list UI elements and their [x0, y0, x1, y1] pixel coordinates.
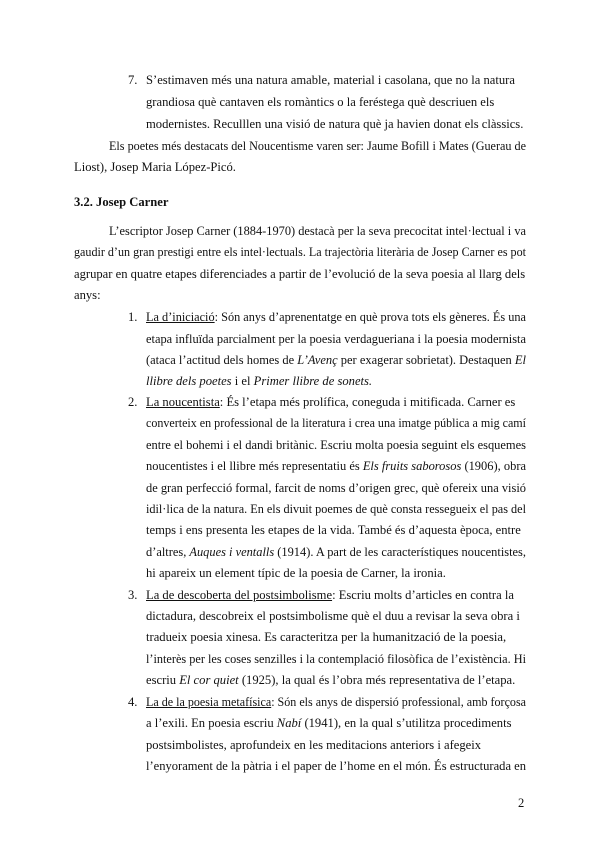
stage-1-line-1: La d’iniciació: Són anys d’aprenentatge en què prova tots els gèneres. És una — [146, 310, 526, 324]
stage-2-line-9: hi apareix un element típic de la poesia de Carner, la ironia. — [146, 566, 446, 580]
stage-2-line-3: entre el bohemi i el dandi britànic. Escriu molta poesia seguint els esquemes — [146, 438, 526, 452]
paragraph-line: L’escriptor Josep Carner (1884-1970) destacà per la seva precocitat intel·lectual i va — [109, 224, 526, 238]
stage-4-line-3: postsimbolistes, aprofundeix en les meditacions anteriors i afegeix — [146, 738, 482, 752]
list-item-7-line-1: S’estimaven més una natura amable, material i casolana, que no la natura — [146, 73, 515, 87]
list-number-1: 1. — [128, 310, 138, 324]
list-item-7-line-3: modernistes. Reculllen una visió de natura què ja havien donat els clàssics. — [146, 117, 524, 131]
list-number-4: 4. — [128, 695, 138, 709]
stage-2-line-2: converteix en professional de la literatura i crea una imatge pública a mig camí — [146, 416, 526, 430]
page-number: 2 — [518, 796, 525, 810]
stage-2-line-1: La noucentista: És l’etapa més prolífica, coneguda i mitificada. Carner es — [146, 395, 516, 409]
section-heading — [74, 195, 168, 210]
stage-1-line-2: etapa influïda parcialment per la poesia verdagueriana i la poesia modernista — [146, 332, 526, 346]
paragraph-line: anys: — [74, 288, 101, 302]
section-title: Josep Carner — [96, 195, 169, 209]
stage-3-line-2: dictadura, descobreix el postsimbolisme què el duu a revisar la seva obra i — [146, 609, 520, 623]
paragraph-line: Liost), Josep Maria López-Picó. — [74, 160, 236, 174]
list-number-2: 2. — [128, 395, 138, 409]
stage-3-line-4: l’interès per les coses senzilles i la contemplació filosòfica de l’existència. Hi — [146, 652, 526, 666]
stage-4-line-1: La de la poesia metafísica: Són els anys de dispersió professional, amb forçosa — [146, 695, 526, 709]
stage-2-line-4: noucentistes i el llibre més representatiu és Els fruits saborosos (1906), obra — [146, 459, 526, 473]
stage-2-line-5: de gran perfecció formal, farcit de noms d’origen grec, què ofereix una visió — [146, 481, 526, 495]
paragraph-line: gaudir d’un gran prestigi entre els intel·lectuals. La trajectòria literària de Josep Carner es pot — [74, 245, 526, 259]
section-number: 3.2. — [74, 195, 93, 209]
list-number-3: 3. — [128, 588, 138, 602]
paragraph-line: agrupar en quatre etapes diferenciades a partir de l’evolució de la seva poesia al llarg dels — [74, 267, 526, 281]
stage-1-line-4: llibre dels poetes i el Primer llibre de sonets. — [146, 374, 373, 388]
stage-2-line-7: temps i ens presenta les etapes de la vida. També és d’aquesta època, entre — [146, 523, 521, 537]
stage-1-line-3: (ataca l’actitud dels homes de L’Avenç per exagerar sobrietat). Destaquen El — [146, 353, 526, 367]
stage-3-line-3: tradueix poesia xinesa. Es caracteritza per la humanització de la poesia, — [146, 630, 507, 644]
stage-2-line-8: d’altres, Auques i ventalls (1914). A part de les característiques noucentistes, — [146, 545, 526, 559]
stage-2-title: La noucentista — [146, 395, 220, 409]
list-number-7: 7. — [128, 73, 138, 87]
stage-2-line-6: idil·lica de la natura. En els divuit poemes de què consta ressegueix el pas del — [146, 502, 526, 516]
paragraph-line: Els poetes més destacats del Noucentisme varen ser: Jaume Bofill i Mates (Guerau de — [109, 139, 526, 153]
stage-3-line-5: escriu El cor quiet (1925), la qual és l’obra més representativa de l’etapa. — [146, 673, 516, 687]
stage-4-line-2: a l’exili. En poesia escriu Nabí (1941), en la qual s’utilitza procediments — [146, 716, 512, 730]
list-item-7-line-2: grandiosa què cantaven els romàntics o la feréstega què descriuen els — [146, 95, 495, 109]
stage-3-line-1: La de descoberta del postsimbolisme: Escriu molts d’articles en contra la — [146, 588, 514, 602]
stage-1-title: La d’iniciació — [146, 310, 215, 324]
stage-3-title: La de descoberta del postsimbolisme — [146, 588, 333, 602]
stage-4-title: La de la poesia metafísica — [146, 695, 272, 709]
stage-4-line-4: l’enyorament de la pàtria i el paper de l’home en el món. És estructurada en — [146, 759, 526, 773]
